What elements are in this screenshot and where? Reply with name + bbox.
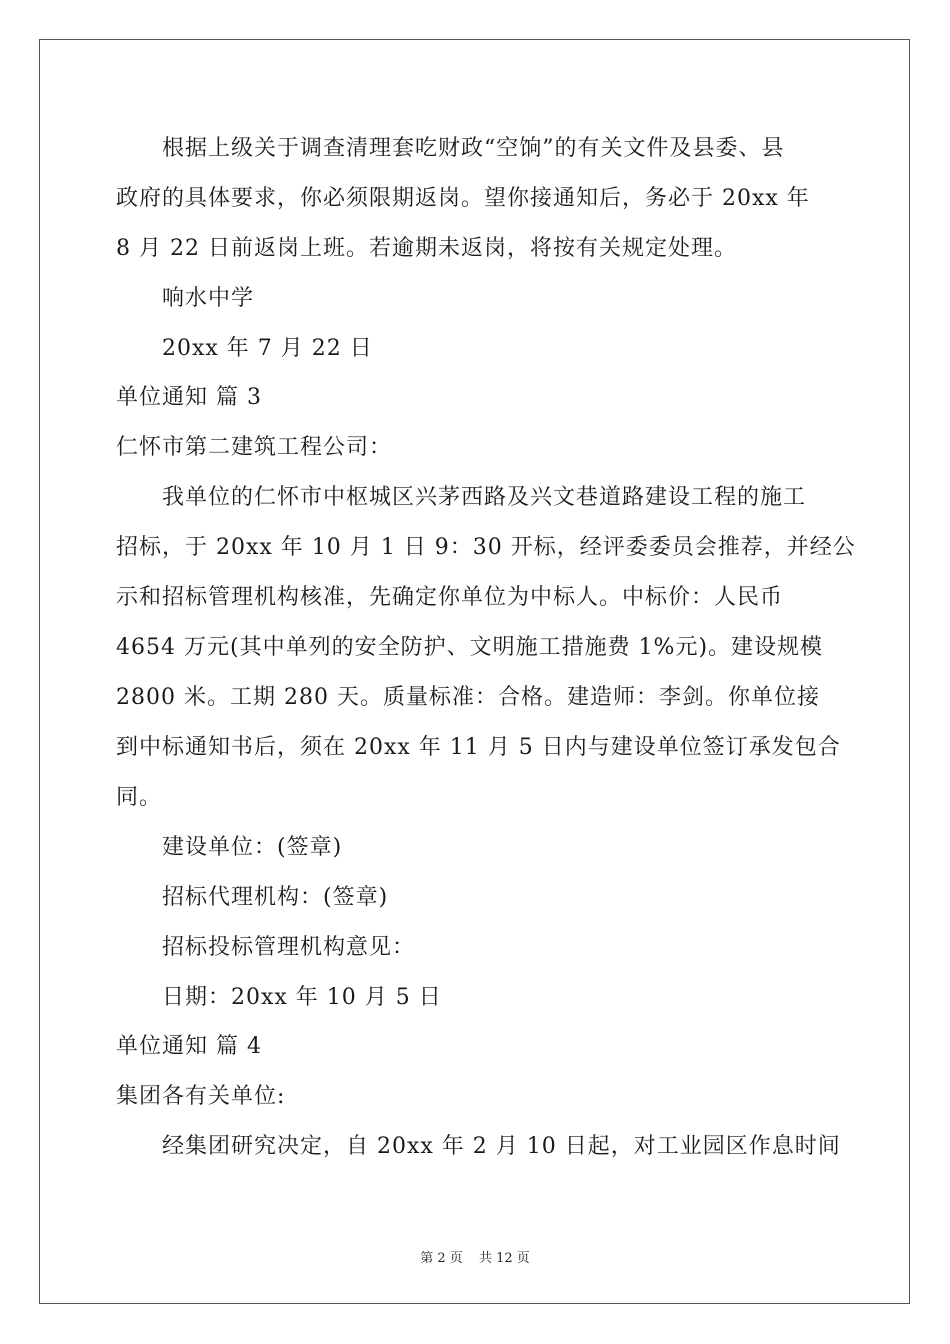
paragraph-line: 经集团研究决定，自 20xx 年 2 月 10 日起，对工业园区作息时间 — [162, 1134, 841, 1159]
signature-field: 招标投标管理机构意见： — [162, 935, 416, 960]
paragraph-line: 我单位的仁怀市中枢城区兴茅西路及兴文巷道路建设工程的施工 — [162, 485, 807, 510]
page-footer — [0, 1247, 950, 1266]
paragraph-line: 4654 万元(其中单列的安全防护、文明施工措施费 1%元)。建设规模 — [116, 635, 824, 660]
date-field: 日期：20xx 年 10 月 5 日 — [162, 985, 442, 1010]
addressee: 仁怀市第二建筑工程公司： — [116, 435, 393, 460]
page-border — [39, 39, 910, 1304]
signature-org: 响水中学 — [162, 286, 255, 311]
paragraph-line: 8 月 22 日前返岗上班。若逾期未返岗，将按有关规定处理。 — [116, 236, 737, 261]
signature-field: 建设单位：(签章) — [162, 835, 343, 860]
paragraph-line: 到中标通知书后，须在 20xx 年 11 月 5 日内与建设单位签订承发包合 — [116, 735, 841, 760]
paragraph-line: 招标，于 20xx 年 10 月 1 日 9：30 开标，经评委委员会推荐，并经公 — [116, 535, 856, 560]
addressee: 集团各有关单位: — [116, 1084, 286, 1109]
section-heading: 单位通知 篇 3 — [116, 385, 262, 410]
signature-date: 20xx 年 7 月 22 日 — [162, 336, 373, 361]
signature-field: 招标代理机构：(签章) — [162, 885, 389, 910]
paragraph-line: 同。 — [116, 785, 163, 810]
paragraph-line: 2800 米。工期 280 天。质量标准：合格。建造师：李剑。你单位接 — [116, 685, 820, 710]
paragraph-line: 政府的具体要求，你必须限期返岗。望你接通知后，务必于 20xx 年 — [116, 186, 810, 211]
page-total: 共 12 页 — [478, 1251, 530, 1266]
page-number: 第 2 页 — [420, 1251, 463, 1266]
paragraph-line: 根据上级关于调查清理套吃财政“空饷”的有关文件及县委、县 — [162, 136, 785, 161]
section-heading: 单位通知 篇 4 — [116, 1034, 262, 1059]
paragraph-line: 示和招标管理机构核准，先确定你单位为中标人。中标价：人民币 — [116, 585, 784, 610]
